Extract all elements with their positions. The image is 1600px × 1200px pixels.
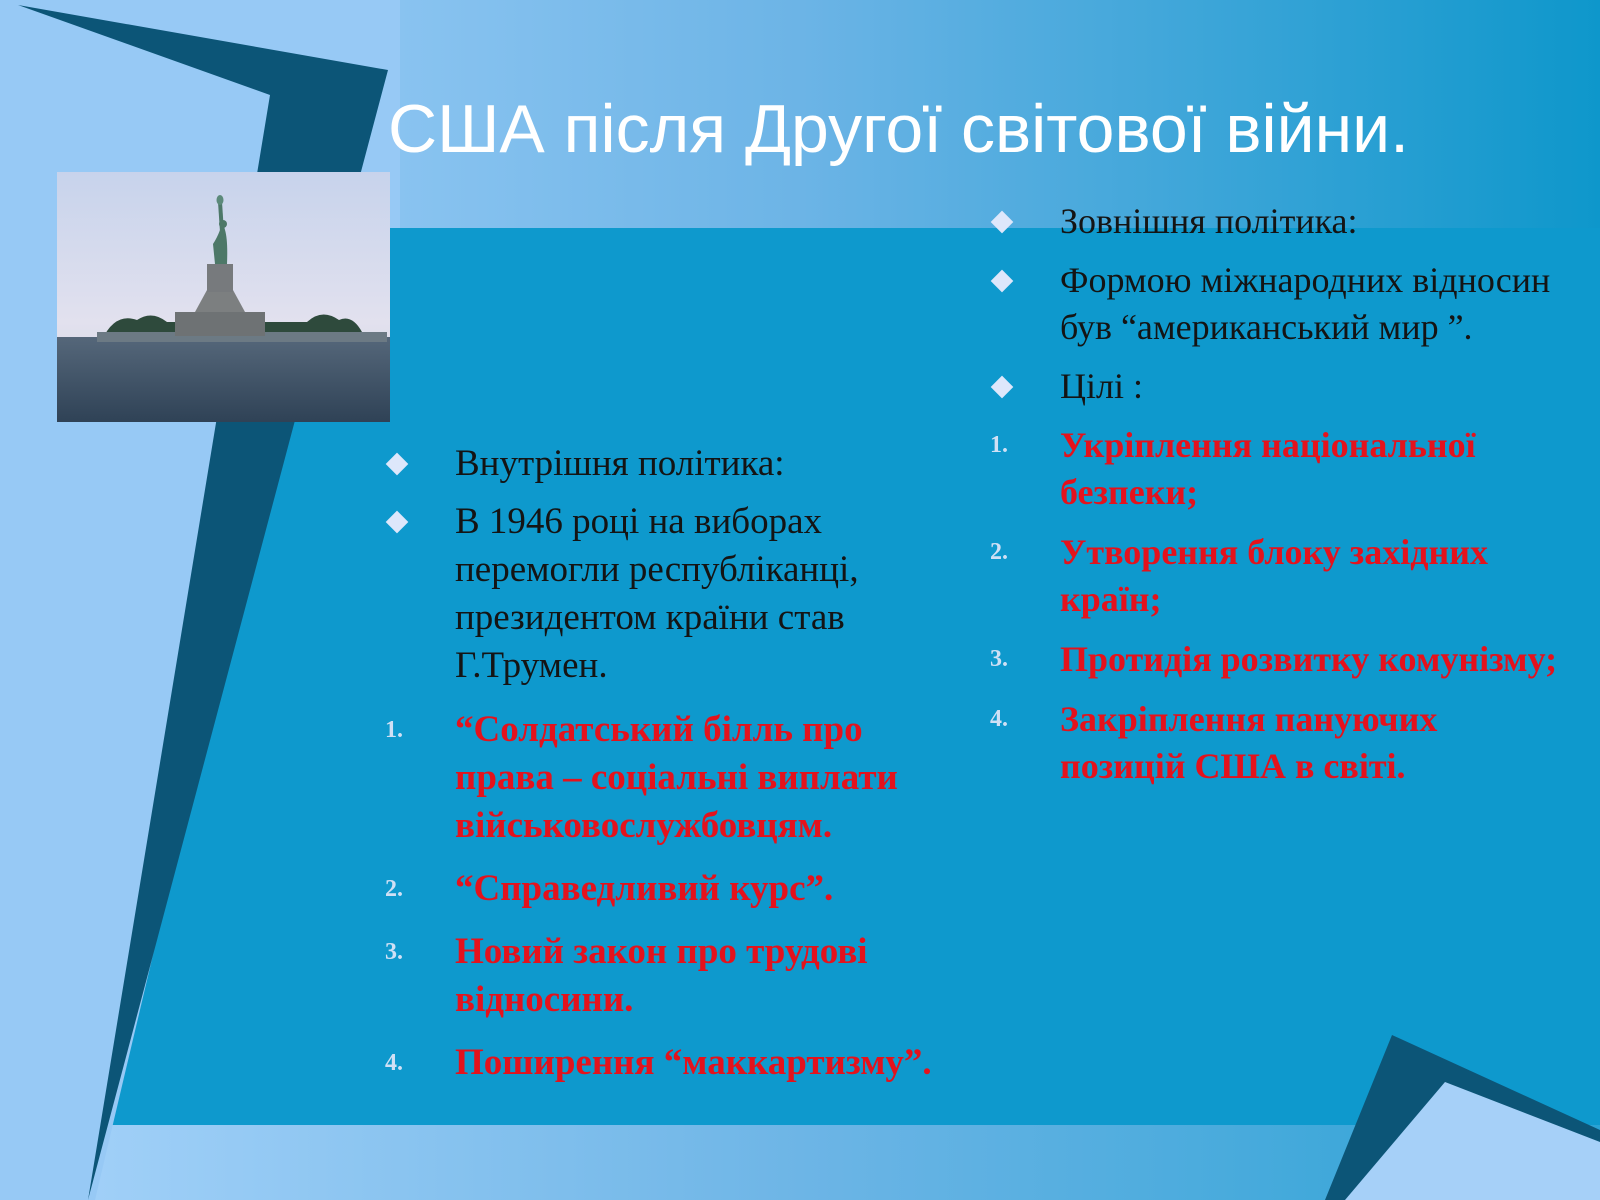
diamond-bullet-icon [386, 453, 409, 476]
slide-title: США після Другої світової війни. [388, 91, 1410, 167]
foreign-heading: Зовнішня політика: [1060, 201, 1358, 241]
domestic-intro-item [385, 498, 955, 690]
goals-label: Цілі : [1060, 366, 1143, 406]
item-text: Утворення блоку західних країн; [1060, 532, 1488, 619]
statue-of-liberty-photo [57, 172, 390, 422]
list-item [990, 422, 1560, 516]
item-number: 2. [385, 876, 403, 902]
item-number: 4. [990, 706, 1008, 732]
diamond-bullet-icon [991, 211, 1014, 234]
list-item [385, 706, 955, 850]
foreign-policy-column [990, 198, 1560, 803]
domestic-intro: В 1946 році на виборах перемогли республіканці, президентом країни став Г.Трумен. [455, 501, 859, 686]
item-text: Новий закон про трудові відносини. [455, 931, 868, 1020]
item-text: Поширення “маккартизму”. [455, 1042, 932, 1083]
item-number: 1. [385, 717, 403, 743]
foreign-intro: Формою міжнародних відносин був “американський мир ”. [1060, 260, 1551, 347]
goals-label-item [990, 363, 1560, 410]
item-number: 4. [385, 1050, 403, 1076]
item-text: “Справедливий курс”. [455, 868, 834, 909]
item-text: Закріплення пануючих позицій США в світі. [1060, 699, 1438, 786]
list-item [990, 696, 1560, 790]
item-number: 3. [990, 646, 1008, 672]
list-item [990, 636, 1560, 683]
domestic-policy-column [385, 440, 955, 1102]
diamond-bullet-icon [991, 376, 1014, 399]
foreign-heading-item [990, 198, 1560, 245]
domestic-heading: Внутрішня політика: [455, 443, 785, 484]
item-number: 2. [990, 539, 1008, 565]
item-number: 3. [385, 939, 403, 965]
domestic-heading-item [385, 440, 955, 488]
item-text: Укріплення національної безпеки; [1060, 425, 1476, 512]
item-text: “Солдатський білль про права – соціальні виплати військовослужбовцям. [455, 709, 898, 846]
item-text: Протидія розвитку комунізму; [1060, 639, 1558, 679]
list-item [385, 865, 955, 913]
list-item [385, 928, 955, 1024]
item-number: 1. [990, 432, 1008, 458]
foreign-intro-item [990, 257, 1560, 351]
list-item [385, 1039, 955, 1087]
list-item [990, 529, 1560, 623]
diamond-bullet-icon [991, 270, 1014, 293]
diamond-bullet-icon [386, 511, 409, 534]
